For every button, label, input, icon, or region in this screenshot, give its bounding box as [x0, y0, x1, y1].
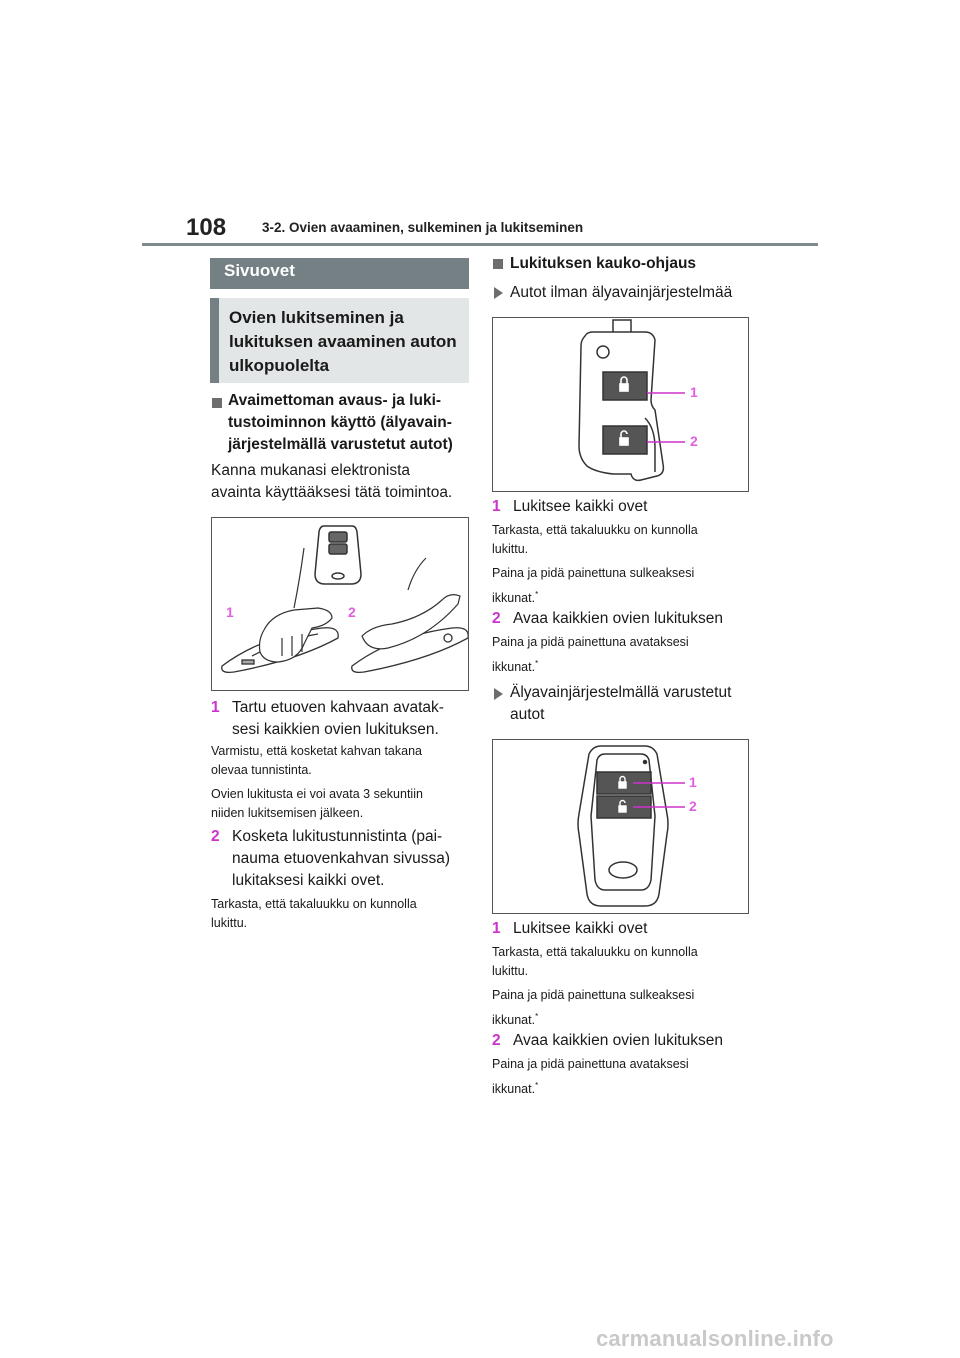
- figure-label-1: 1: [226, 604, 234, 620]
- section-title: Sivuovet: [210, 258, 469, 289]
- figure-label-1: 1: [690, 384, 698, 400]
- note-line: lukittu.: [211, 916, 248, 930]
- step-text: Lukitsee kaikki ovet: [513, 498, 648, 515]
- note-text: ikkunat.: [492, 1082, 536, 1097]
- note-line: Paina ja pidä painettuna avataksesi: [492, 1057, 689, 1071]
- step-text: Avaa kaikkien ovien lukituksen: [513, 610, 723, 627]
- a-step-2: [492, 608, 752, 630]
- note-line: lukittu.: [492, 542, 529, 556]
- note-line-with-asterisk: [492, 1076, 752, 1099]
- flip-key-illustration: [493, 318, 748, 491]
- note-text: ikkunat.: [492, 660, 536, 675]
- note-line-with-asterisk: [492, 1007, 752, 1030]
- step-text: [232, 826, 477, 892]
- heading-bullet-square: [493, 259, 503, 269]
- note-line: Tarkasta, että takaluukku on kunnolla: [492, 945, 698, 959]
- step-line: lukitaksesi kaikki ovet.: [232, 872, 385, 889]
- b-step-1: [492, 918, 752, 940]
- step-number: 1: [492, 498, 501, 515]
- note-line: lukittu.: [492, 964, 529, 978]
- note-line: niiden lukitsemisen jälkeen.: [211, 806, 364, 820]
- asterisk: *: [535, 590, 539, 599]
- remote-heading: Lukituksen kauko-ohjaus: [510, 255, 697, 272]
- note-line: Tarkasta, että takaluukku on kunnolla: [211, 897, 417, 911]
- intro-line: avainta käyttääksesi tätä toimintoa.: [211, 484, 453, 501]
- heading-bullet-square: [212, 398, 222, 408]
- step-2-note: [211, 895, 471, 933]
- a-step-1-note-2: [492, 564, 752, 608]
- sub-bullet-triangle: [494, 688, 503, 700]
- keyless-heading: [228, 390, 478, 456]
- page-number: 108: [186, 214, 227, 241]
- subsection-box: [210, 298, 469, 383]
- a-step-2-note: [492, 633, 752, 677]
- asterisk: *: [535, 659, 539, 668]
- sub-bullet-triangle: [494, 287, 503, 299]
- note-line: olevaa tunnistinta.: [211, 763, 312, 777]
- figure-label-1: 1: [689, 774, 697, 790]
- step-line: Kosketa lukitustunnistinta (pai-: [232, 828, 443, 845]
- sub-heading-no-smart-key: Autot ilman älyavainjärjestelmää: [510, 284, 733, 301]
- b-step-1-note-2: [492, 986, 752, 1030]
- a-step-1-note-1: [492, 521, 752, 559]
- step-line: nauma etuovenkahvan sivussa): [232, 850, 450, 867]
- asterisk: *: [535, 1012, 539, 1021]
- intro-paragraph: [211, 460, 471, 504]
- figure-label-2: 2: [689, 798, 697, 814]
- step-text: Lukitsee kaikki ovet: [513, 920, 648, 937]
- sub-heading-smart-key: [510, 682, 755, 726]
- step-1-note-1: [211, 742, 471, 780]
- b-step-2: [492, 1030, 752, 1052]
- note-text: ikkunat.: [492, 1013, 536, 1028]
- step-1-note-2: [211, 785, 471, 823]
- sub-heading-line: Älyavainjärjestelmällä varustetut: [510, 684, 732, 701]
- asterisk: *: [535, 1081, 539, 1090]
- smart-key-illustration: [493, 740, 748, 913]
- door-handle-figure: [211, 517, 469, 691]
- note-line: Tarkasta, että takaluukku on kunnolla: [492, 523, 698, 537]
- b-step-2-note: [492, 1055, 752, 1099]
- watermark: carmanualsonline.info: [596, 1326, 834, 1351]
- step-text: Avaa kaikkien ovien lukituksen: [513, 1032, 723, 1049]
- heading-line: Avaimettoman avaus- ja luki-: [228, 392, 442, 409]
- step-line: sesi kaikkien ovien lukituksen.: [232, 721, 439, 738]
- b-step-1-note-1: [492, 943, 752, 981]
- step-number: 1: [211, 699, 220, 716]
- heading-line: järjestelmällä varustetut autot): [228, 436, 453, 453]
- figure-label-2: 2: [690, 433, 698, 449]
- a-step-1: [492, 496, 752, 518]
- step-number: 1: [492, 920, 501, 937]
- note-line: Ovien lukitusta ei voi avata 3 sekuntiin: [211, 787, 423, 801]
- step-number: 2: [211, 828, 220, 845]
- step-number: 2: [492, 1032, 501, 1049]
- note-line: Paina ja pidä painettuna avataksesi: [492, 635, 689, 649]
- header-divider: [142, 243, 818, 246]
- note-line: Paina ja pidä painettuna sulkeaksesi: [492, 988, 695, 1002]
- step-number: 2: [492, 610, 501, 627]
- step-1: [211, 697, 476, 738]
- smart-key-icon: [315, 526, 361, 584]
- step-text: [232, 697, 477, 741]
- intro-line: Kanna mukanasi elektronista: [211, 462, 411, 479]
- door-handle-illustration: [212, 518, 468, 690]
- heading-line: tustoiminnon käyttö (älyavain-: [228, 414, 452, 431]
- figure-label-2: 2: [348, 604, 356, 620]
- note-line: Varmistu, että kosketat kahvan takana: [211, 744, 422, 758]
- flip-key-figure: [492, 317, 749, 492]
- step-2: [211, 826, 476, 889]
- sub-heading-line: autot: [510, 706, 545, 723]
- note-line-with-asterisk: [492, 585, 752, 608]
- note-line-with-asterisk: [492, 654, 752, 677]
- chapter-title: 3-2. Ovien avaaminen, sulkeminen ja lukitseminen: [262, 220, 584, 235]
- note-line: Paina ja pidä painettuna sulkeaksesi: [492, 566, 695, 580]
- step-line: Tartu etuoven kahvaan avatak-: [232, 699, 444, 716]
- smart-key-figure: [492, 739, 749, 914]
- subsection-title: Ovien lukitseminen ja lukituksen avaaminen auton ulkopuolelta: [229, 308, 457, 375]
- note-text: ikkunat.: [492, 591, 536, 606]
